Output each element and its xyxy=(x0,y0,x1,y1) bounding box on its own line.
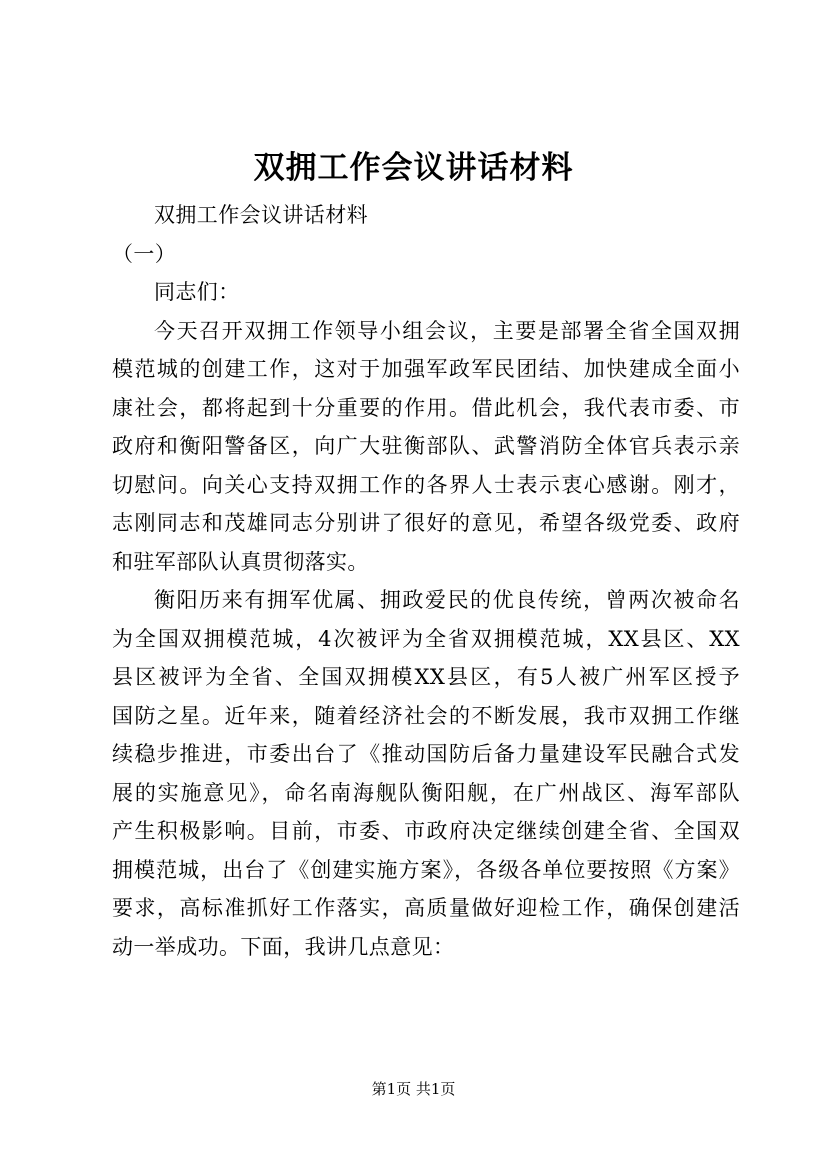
paragraph-line: 政府和衡阳警备区，向广大驻衡部队、武警消防全体官兵表示亲 xyxy=(112,434,740,458)
paragraph-line: 要求，高标准抓好工作落实，高质量做好迎检工作，确保创建活 xyxy=(112,896,740,920)
paragraph-line: 衡阳历来有拥军优属、拥政爱民的优良传统，曾两次被命名 xyxy=(154,588,740,612)
document-body xyxy=(112,196,740,966)
section-number: （一） xyxy=(112,241,177,266)
paragraph-line: 产生积极影响。目前，市委、市政府决定继续创建全省、全国双 xyxy=(112,819,740,843)
paragraph-line: 和驻军部队认真贯彻落实。 xyxy=(112,549,369,574)
paragraph-line: 展的实施意见》，命名南海舰队衡阳舰，在广州战区、海军部队 xyxy=(112,780,740,805)
paragraph-line: 动一举成功。下面，我讲几点意见： xyxy=(112,934,455,959)
document-subtitle: 双拥工作会议讲话材料 xyxy=(154,203,368,227)
paragraph-line: 切慰问。向关心支持双拥工作的各界人士表示衷心感谢。刚才， xyxy=(112,472,740,497)
paragraph-1 xyxy=(112,312,740,582)
paragraph-line: 拥模范城，出台了《创建实施方案》，各级各单位要按照《方案》 xyxy=(112,857,740,882)
paragraph-2 xyxy=(112,581,740,966)
paragraph-line: 康社会，都将起到十分重要的作用。借此机会，我代表市委、市 xyxy=(112,395,740,420)
paragraph-line: 续稳步推进，市委出台了《推动国防后备力量建设军民融合式发 xyxy=(112,742,740,766)
paragraph-line: 为全国双拥模范城，4次被评为全省双拥模范城，XX县区、XX xyxy=(112,626,740,651)
document-title: 双拥工作会议讲话材料 xyxy=(253,150,574,186)
paragraph-line: 县区被评为全省、全国双拥模XX县区，有5人被广州军区授予 xyxy=(112,665,740,689)
paragraph-line: 国防之星。近年来，随着经济社会的不断发展，我市双拥工作继 xyxy=(112,703,740,728)
page-footer: 第1页 共1页 xyxy=(371,1080,456,1098)
salutation: 同志们： xyxy=(154,280,240,304)
paragraph-line: 模范城的创建工作，这对于加强军政军民团结、加快建成全面小 xyxy=(112,357,740,381)
paragraph-line: 志刚同志和茂雄同志分别讲了很好的意见，希望各级党委、政府 xyxy=(112,511,740,535)
paragraph-line: 今天召开双拥工作领导小组会议，主要是部署全省全国双拥 xyxy=(154,318,740,343)
